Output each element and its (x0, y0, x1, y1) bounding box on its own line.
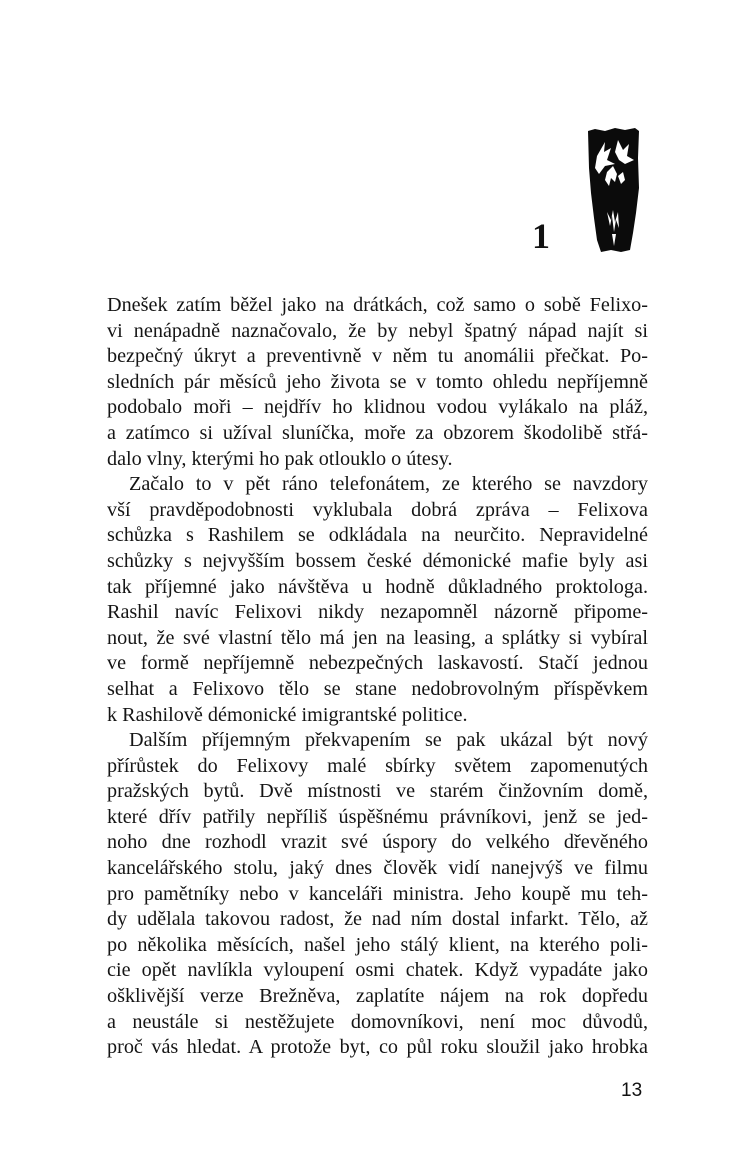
text-line: schůzky s nejvyšším bossem české démonické mafie byly asi (107, 549, 648, 572)
chapter-number: 1 (532, 216, 550, 256)
text-line: selhat a Felixovo tělo se stane nedobrovolným příspěvkem (107, 677, 648, 700)
paragraph-2 (107, 472, 648, 728)
text-line: přírůstek do Felixovy malé sbírky světem zapomenutých (107, 754, 648, 777)
text-line: Dalším příjemným překvapením se pak ukázal být nový (129, 729, 648, 752)
text-line: dalo vlny, kterými ho pak otlouklo o útesy. (107, 447, 453, 470)
text-line: podobalo moři – nejdřív ho klidnou vodou vylákalo na pláž, (107, 396, 648, 419)
text-line: noho dne rozhodl vrazit své úspory do velkého dřevěného (107, 831, 648, 854)
text-line: dy udělala takovou radost, že nad ním dostal infarkt. Tělo, až (107, 908, 648, 931)
text-line: pro pamětníky nebo v kanceláři ministra. Jeho koupě mu teh- (107, 882, 648, 905)
chapter-heading (0, 0, 740, 280)
text-line: ošklivější verze Brežněva, zaplatíte nájem na rok dopředu (107, 985, 648, 1008)
page-number: 13 (621, 1080, 643, 1101)
text-line: které dřív patřily nepříliš úspěšnému právníkovi, jenž se jed- (107, 805, 648, 828)
text-line: k Rashilově démonické imigrantské politice. (107, 703, 468, 726)
text-line: proč vás hledat. A protože byt, co půl roku sloužil jako hrobka (107, 1036, 648, 1059)
paragraph-3 (107, 728, 648, 1061)
text-line: ve formě nepříjemně nebezpečných laskavostí. Stačí jednou (107, 652, 648, 675)
text-line: sledních pár měsíců jeho života se v tomto ohledu nepříjemně (107, 370, 648, 393)
text-line: pražských bytů. Dvě místnosti ve starém činžovním domě, (107, 780, 648, 803)
chapter-body-text (107, 293, 648, 1061)
text-line: vi nenápadně naznačovalo, že by nebyl špatný nápad najít si (107, 319, 648, 342)
text-line: a neustále si nestěžujete domovníkovi, není moc důvodů, (107, 1010, 648, 1033)
text-line: vší pravděpodobnosti vyklubala dobrá zpráva – Felixova (107, 498, 648, 521)
text-line: nout, že své vlastní tělo má jen na leasing, a splátky si vybíral (107, 626, 648, 649)
text-line: po několika měsících, našel jeho stálý klient, na kterého poli- (107, 933, 648, 956)
text-line: Dnešek zatím běžel jako na drátkách, což samo o sobě Felixo- (107, 294, 648, 316)
text-line: cie opět navlíkla vyloupení osmi chatek. Když vypadáte jako (107, 959, 648, 982)
text-line: a zatímco si užíval sluníčka, moře za obzorem škodolibě střá- (107, 421, 648, 444)
text-line: tak příjemné jako návštěva u hodně důkladného proktologa. (107, 575, 648, 598)
text-line: Rashil navíc Felixovi nikdy nezapomněl názorně připome- (107, 601, 648, 624)
text-line: Začalo to v pět ráno telefonátem, ze kterého se navzdory (129, 473, 648, 496)
text-line: bezpečný úkryt a preventivně v něm tu anomálii přečkat. Po- (107, 345, 648, 368)
text-line: schůzka s Rashilem se odkládala na neurčito. Nepravidelné (107, 524, 648, 547)
paragraph-1 (107, 293, 648, 472)
demon-face-icon (585, 128, 641, 254)
text-line: kancelářského stolu, jaký dnes člověk vidí nanejvýš ve filmu (107, 857, 648, 880)
